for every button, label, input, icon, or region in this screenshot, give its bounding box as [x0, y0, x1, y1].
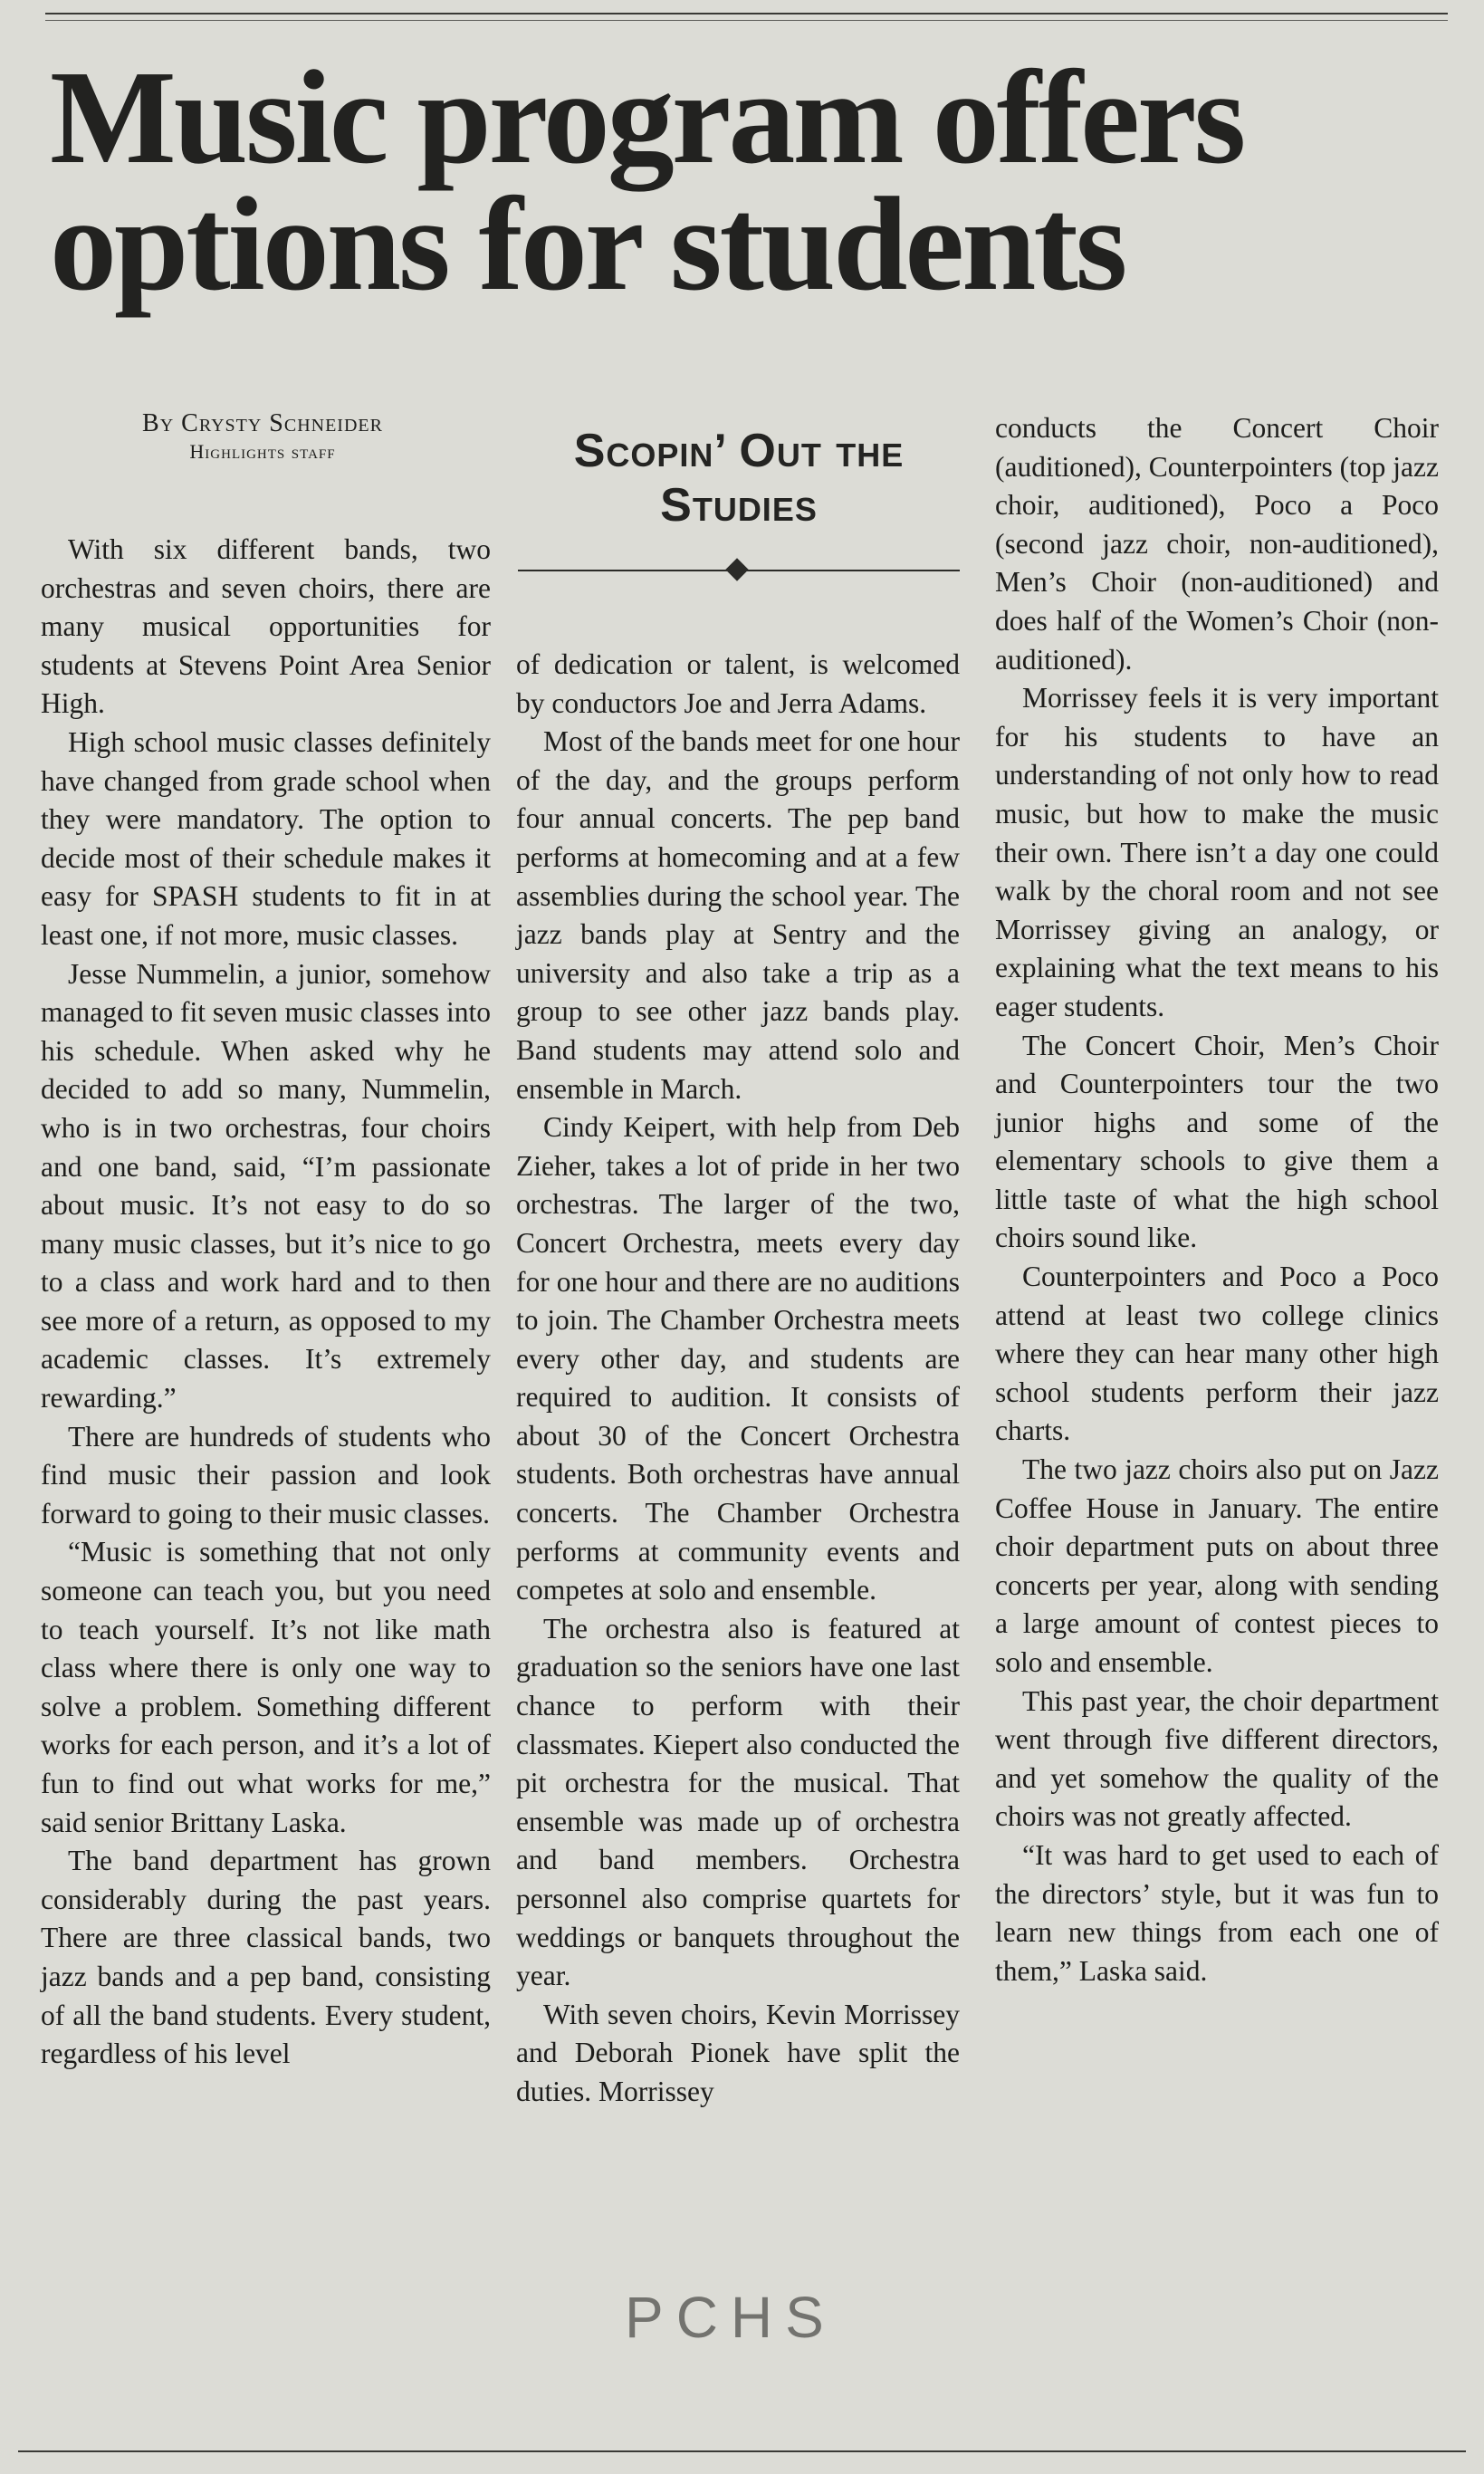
- bottom-rule: [18, 2450, 1466, 2452]
- headline: Music program offers options for students: [50, 43, 1244, 319]
- paragraph: of dedication or talent, is welcomed by conductors Joe and Jerra Adams.: [516, 648, 960, 719]
- diamond-ornament-icon: [725, 558, 748, 580]
- top-rule: [45, 13, 1448, 14]
- paragraph: The two jazz choirs also put on Jazz Coffee House in January. The entire choir department puts on about three concerts per year, along with sending a large amount of contest pieces to solo and ensemble.: [995, 1453, 1439, 1678]
- paragraph: This past year, the choir department went through five different directors, and yet somehow the quality of the choirs was not greatly affected.: [995, 1684, 1439, 1833]
- byline-title: Highlights staff: [189, 440, 336, 463]
- paragraph: With seven choirs, Kevin Morrissey and Deborah Pionek have split the duties. Morrissey: [516, 1998, 960, 2107]
- heading-divider: [518, 560, 960, 581]
- paragraph: The band department has grown considerably during the past years. There are three classical bands, two jazz bands and a pep band, consisting of all the band students. Every student, regardless of his level: [41, 1845, 491, 2070]
- paragraph: “Music is something that not only someone can teach you, but you need to teach yourself. It’s not like math class where there is only one way to solve a problem. Something different works for each person, and it’s a lot of fun to find out what works for me,” said senior Brittany Laska.: [41, 1536, 491, 1838]
- paragraph: Morrissey feels it is very important for his students to have an understanding of not only how to read music, but how to make the music their own. There isn’t a day one could walk by the choral room and not see Morrissey giving an analogy, or explaining what the text means to his eager students.: [995, 682, 1439, 1022]
- paragraph: The orchestra also is featured at graduation so the seniors have one last chance to perform with their classmates. Kiepert also conducted the pit orchestra for the musical. That ensemble was made up of orchestra and band members. Orchestra personnel also comprise quartets for weddings or banquets throughout the year.: [516, 1612, 960, 1992]
- top-rule-thin: [45, 20, 1448, 21]
- byline-author: By Crysty Schneider: [142, 409, 383, 437]
- paragraph: “It was hard to get used to each of the directors’ style, but it was fun to learn new things from each one of them,” Laska said.: [995, 1838, 1439, 1987]
- paragraph: The Concert Choir, Men’s Choir and Counterpointers tour the two junior highs and some of the elementary schools to give them a little taste of what the high school choirs sound like.: [995, 1029, 1439, 1254]
- column-heading-block: [518, 424, 960, 581]
- watermark: PCHS: [625, 2285, 837, 2350]
- paragraph: conducts the Concert Choir (auditioned), Counterpointers (top jazz choir, auditioned), Poco a Poco (second jazz choir, non-auditioned), Men’s Choir (non-auditioned) and does half of the Women’s Choir (non-auditioned).: [995, 412, 1439, 676]
- column-3: [995, 409, 1439, 1990]
- paragraph: There are hundreds of students who find music their passion and look forward to going to their music classes.: [41, 1420, 491, 1529]
- column-2: [516, 646, 960, 2112]
- column-1: [41, 531, 491, 2074]
- paragraph: Most of the bands meet for one hour of the day, and the groups perform four annual concerts. The pep band performs at homecoming and at a few assemblies during the school year. The jazz bands play at Sentry and the university and also take a trip as a group to see other jazz bands play. Band students may attend solo and ensemble in March.: [516, 725, 960, 1105]
- paragraph: Cindy Keipert, with help from Deb Zieher, takes a lot of pride in her two orchestras. The larger of the two, Concert Orchestra, meets every day for one hour and there are no auditions to join. The Chamber Orchestra meets every other day, and students are required to audition. It consists of about 30 of the Concert Orchestra students. Both orchestras have annual concerts. The Chamber Orchestra performs at community events and competes at solo and ensemble.: [516, 1111, 960, 1606]
- paragraph: High school music classes definitely have changed from grade school when they were mandatory. The option to decide most of their schedule makes it easy for SPASH students to fit in at least one, if not more, music classes.: [41, 725, 491, 951]
- paragraph: Jesse Nummelin, a junior, somehow managed to fit seven music classes into his schedule. When asked why he decided to add so many, Nummelin, who is in two orchestras, four choirs and one band, said, “I’m passionate about music. It’s not easy to do so many music classes, but it’s nice to go to a class and work hard and to then see more of a return, as opposed to my academic classes. It’s extremely rewarding.”: [41, 957, 491, 1414]
- byline: [127, 409, 398, 464]
- paragraph: Counterpointers and Poco a Poco attend at least two college clinics where they can hear many other high school students perform their jazz charts.: [995, 1261, 1439, 1447]
- column-heading: Scopin’ Out the Studies: [573, 425, 905, 532]
- paragraph: With six different bands, two orchestras and seven choirs, there are many musical opportunities for students at Stevens Point Area Senior High.: [41, 533, 491, 720]
